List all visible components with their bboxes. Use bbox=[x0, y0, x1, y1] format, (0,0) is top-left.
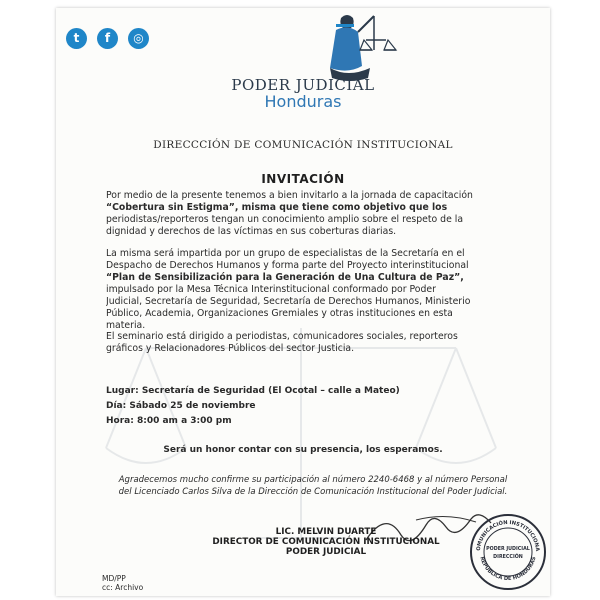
official-stamp bbox=[468, 512, 548, 592]
paragraph-line: “Plan de Sensibilización para la Generación de Una Cultura de Paz”, bbox=[106, 272, 464, 283]
event-details bbox=[106, 384, 400, 429]
confirmation-line: del Licenciado Carlos Silva de la Dirección de Comunicación Institucional del Poder Judicial. bbox=[118, 487, 508, 497]
svg-text:COMUNICACIÓN INSTITUCIONAL bbox=[468, 512, 540, 552]
confirmation-line: Agradecemos mucho confirme su participación al número 2240-6468 y al número Personal bbox=[118, 475, 508, 485]
confirmation-note bbox=[86, 474, 540, 498]
footer-initials: MD/PP bbox=[102, 574, 126, 583]
instagram-icon[interactable]: ◎ bbox=[128, 28, 149, 49]
signature-block bbox=[156, 527, 496, 557]
signer-position: DIRECTOR DE COMUNICACIÓN INSTITUCIONAL bbox=[212, 537, 440, 547]
twitter-icon[interactable]: t bbox=[66, 28, 87, 49]
signer-org: PODER JUDICIAL bbox=[285, 547, 367, 557]
invitation-document bbox=[56, 8, 550, 596]
signer-name: LIC. MELVIN DUARTE bbox=[275, 527, 377, 537]
paragraph-line: Judicial, Secretaría de Seguridad, Secretaría de Derechos Humanos, Ministerio bbox=[106, 296, 471, 307]
brand-subtitle: Honduras bbox=[264, 92, 342, 111]
brand-title: PODER JUDICIAL bbox=[231, 76, 375, 94]
paragraph-2 bbox=[106, 248, 552, 332]
department-heading: DIRECCCIÓN DE COMUNICACIÓN INSTITUCIONAL bbox=[153, 139, 453, 151]
paragraph-1 bbox=[106, 190, 552, 238]
stamp-bottom-text: REPÚBLICA DE HONDURAS bbox=[478, 556, 538, 583]
paragraph-line: gráficos y Relacionadores Públicos del sector Justicia. bbox=[106, 343, 355, 354]
paragraph-line: La misma será impartida por un grupo de especialistas de la Secretaría en el bbox=[106, 248, 465, 259]
justice-logo-icon bbox=[286, 10, 406, 86]
event-date: Día: Sábado 25 de noviembre bbox=[106, 401, 256, 411]
social-icons bbox=[66, 28, 149, 49]
stamp-center-2: DIRECCIÓN bbox=[493, 555, 523, 560]
paragraph-line: materia. bbox=[106, 320, 146, 331]
document-title: INVITACIÓN bbox=[261, 172, 345, 186]
event-time: Hora: 8:00 am a 3:00 pm bbox=[106, 416, 232, 426]
event-location: Lugar: Secretaría de Seguridad (El Ocotal – calle a Mateo) bbox=[106, 386, 400, 396]
paragraph-line: “Cobertura sin Estigma”, misma que tiene como objetivo que los bbox=[106, 202, 448, 213]
paragraph-line: Despacho de Derechos Humanos y forma parte del Proyecto interinstitucional bbox=[106, 260, 469, 271]
document-footer bbox=[102, 574, 143, 592]
stamp-top-text: OMUNICACIÓN INSTITUCIONA bbox=[475, 519, 541, 552]
closing-line: Será un honor contar con su presencia, los esperamos. bbox=[163, 445, 443, 455]
paragraph-line: periodistas/reporteros tengan un conocimiento amplio sobre el respeto de la bbox=[106, 214, 464, 225]
paragraph-line: Público, Academia, Organizaciones Gremiales y otras instituciones en esta bbox=[106, 308, 453, 319]
paragraph-line: impulsado por la Mesa Técnica Interinstitucional conformado por Poder bbox=[106, 284, 436, 295]
paragraph-line: dignidad y derechos de las víctimas en sus coberturas diarias. bbox=[106, 226, 397, 237]
facebook-icon[interactable]: f bbox=[97, 28, 118, 49]
stamp-center-1: PODER JUDICIAL bbox=[486, 547, 530, 552]
paragraph-line: El seminario está dirigido a periodistas, comunicadores sociales, reporteros bbox=[106, 331, 458, 342]
paragraph-3 bbox=[106, 331, 552, 355]
paragraph-line: Por medio de la presente tenemos a bien invitarlo a la jornada de capacitación bbox=[106, 190, 473, 201]
footer-cc: cc: Archivo bbox=[102, 583, 144, 592]
